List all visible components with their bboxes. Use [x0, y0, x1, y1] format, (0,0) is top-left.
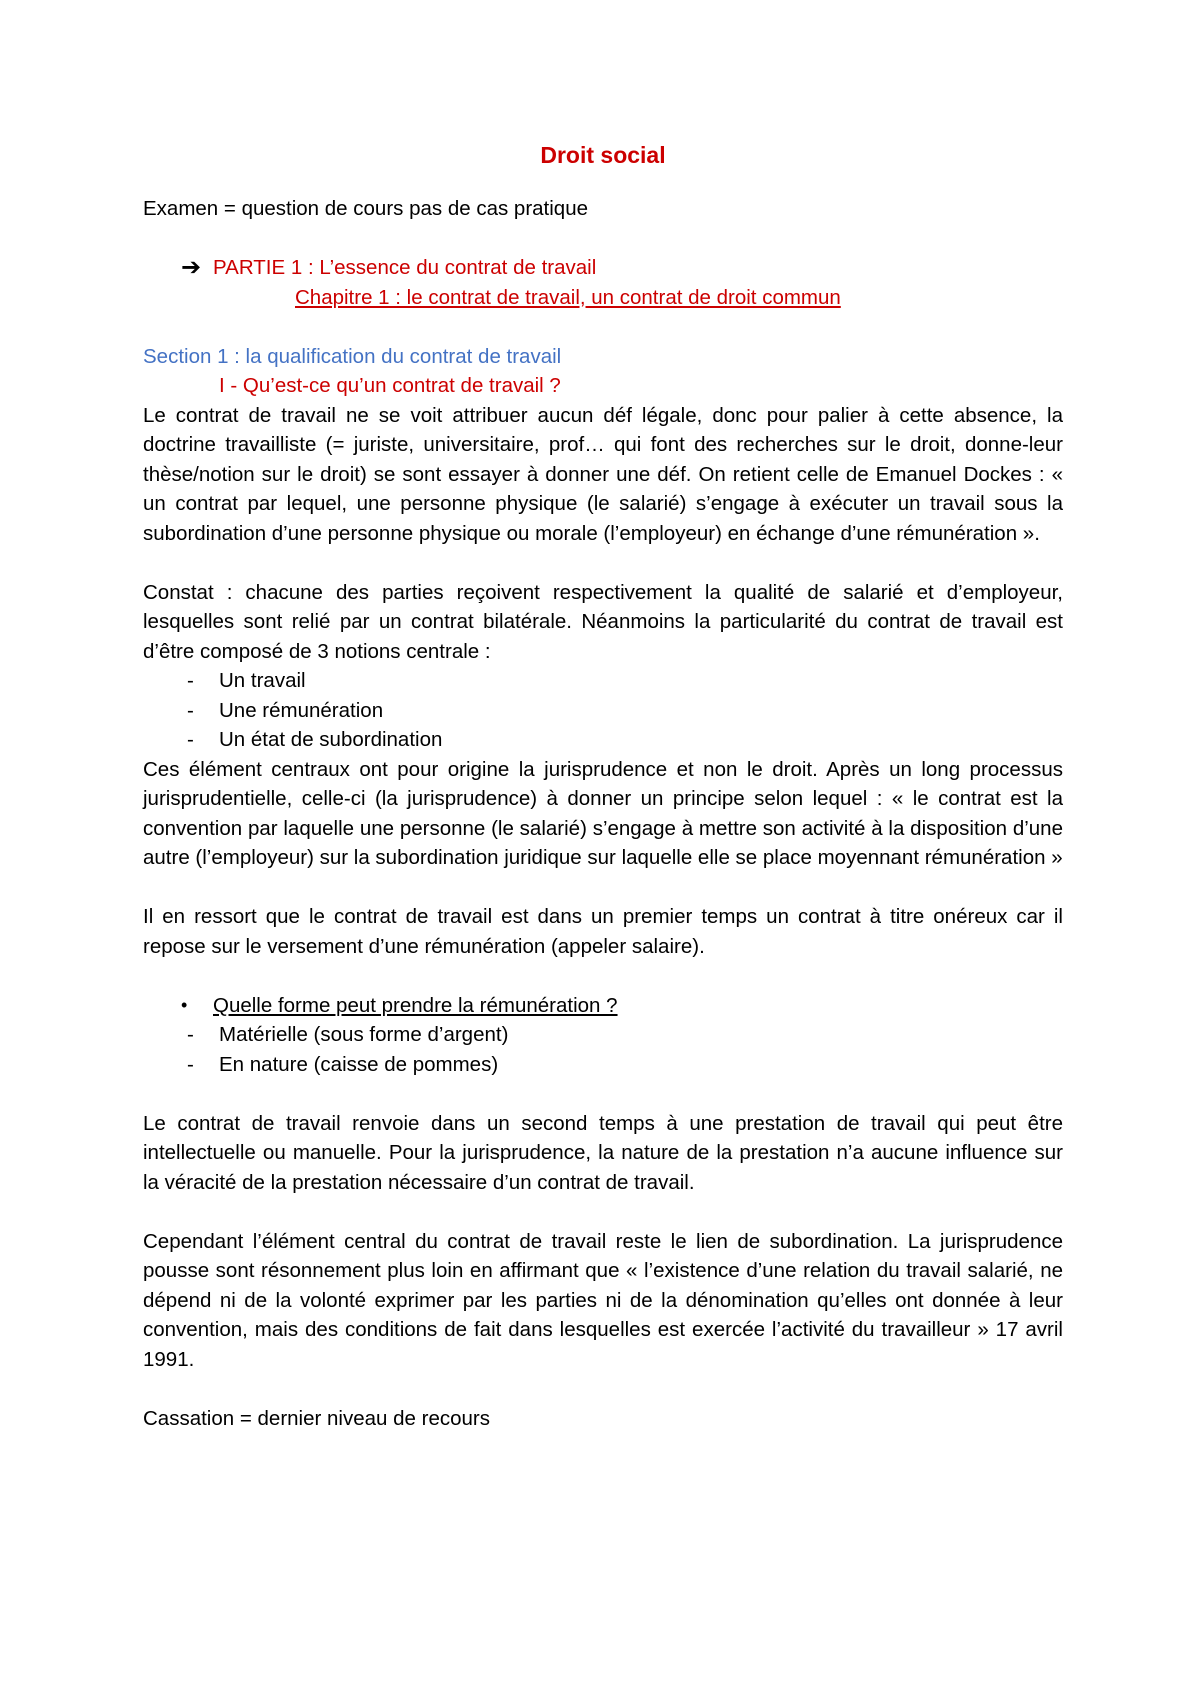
remuneration-list: [143, 1020, 1063, 1079]
list-item: - Matérielle (sous forme d’argent): [187, 1023, 509, 1046]
paragraph-subordination: Cependant l’élément central du contrat de travail reste le lien de subordination. La jurisprudence pousse sont résonnement plus loin en affirmant que « l’existence d’une relation du travail salarié, ne dépend ni de la volonté exprimer par les parties ni de la dénomination qu’elles ont donnée à leur convention, mais des conditions de fait dans lesquelles est exercée l’activité du travailleur » 17 avril 1991.: [143, 1229, 1063, 1371]
part-label: PARTIE 1 : L’essence du contrat de travail: [213, 256, 597, 279]
subsection-heading: I - Qu’est-ce qu’un contrat de travail ?: [219, 374, 561, 397]
list-item: - En nature (caisse de pommes): [187, 1052, 499, 1076]
paragraph-onereux: Il en ressort que le contrat de travail est dans un premier temps un contrat à titre onéreux car il repose sur le versement d’une rémunération (appeler salaire).: [143, 905, 1063, 958]
notions-list: [143, 666, 1063, 755]
paragraph-constat: Constat : chacune des parties reçoivent respectivement la qualité de salarié et d’employeur, lesquelles sont relié par un contrat bilatérale. Néanmoins la particularité du contrat de travail est d’être composé de 3 notions centrale :: [143, 580, 1063, 663]
exam-note: Examen = question de cours pas de cas pratique: [143, 197, 589, 220]
section-heading: Section 1 : la qualification du contrat de travail: [143, 344, 562, 368]
right-arrow-icon: ➔: [181, 253, 202, 281]
chapter-heading: Chapitre 1 : le contrat de travail, un contrat de droit commun: [295, 285, 841, 309]
question-text: Quelle forme peut prendre la rémunération ?: [213, 993, 618, 1017]
paragraph-definition: Le contrat de travail ne se voit attribuer aucun déf légale, donc pour palier à cette absence, la doctrine travailliste (= juriste, universitaire, prof… qui font des recherches sur le droit, donne-leur thèse/notion sur le droit) se sont essayer à donner une déf. On retient celle de Emanuel Dockes : « un contrat par lequel, une personne physique (le salarié) s’engage à exécuter un travail sous la subordination d’une personne physique ou morale (l’employeur) en échange d’une rémunération ».: [143, 403, 1063, 545]
paragraph-jurisprudence: Ces élément centraux ont pour origine la jurisprudence et non le droit. Après un long processus jurisprudentielle, celle-ci (la jurisprudence) à donner un principe selon lequel : « le contrat est la convention par laquelle une personne (le salarié) s’engage à mettre son activité à la disposition d’une autre (l’employeur) sur la subordination juridique sur laquelle elle se place moyennant rémunération »: [143, 757, 1063, 869]
document-body: [143, 140, 1063, 1433]
part-heading: [143, 253, 1063, 283]
list-item: - Un travail: [187, 669, 306, 692]
list-item: - Une rémunération: [187, 698, 384, 722]
document-title: Droit social: [540, 142, 666, 168]
bullet-icon: •: [181, 994, 188, 1015]
list-item: - Un état de subordination: [187, 728, 443, 751]
paragraph-cassation: Cassation = dernier niveau de recours: [143, 1406, 490, 1430]
paragraph-prestation: Le contrat de travail renvoie dans un second temps à une prestation de travail qui peut être intellectuelle ou manuelle. Pour la jurisprudence, la nature de la prestation n’a aucune influence sur la véracité de la prestation nécessaire d’un contrat de travail.: [143, 1111, 1063, 1194]
remuneration-question: [143, 991, 1063, 1021]
